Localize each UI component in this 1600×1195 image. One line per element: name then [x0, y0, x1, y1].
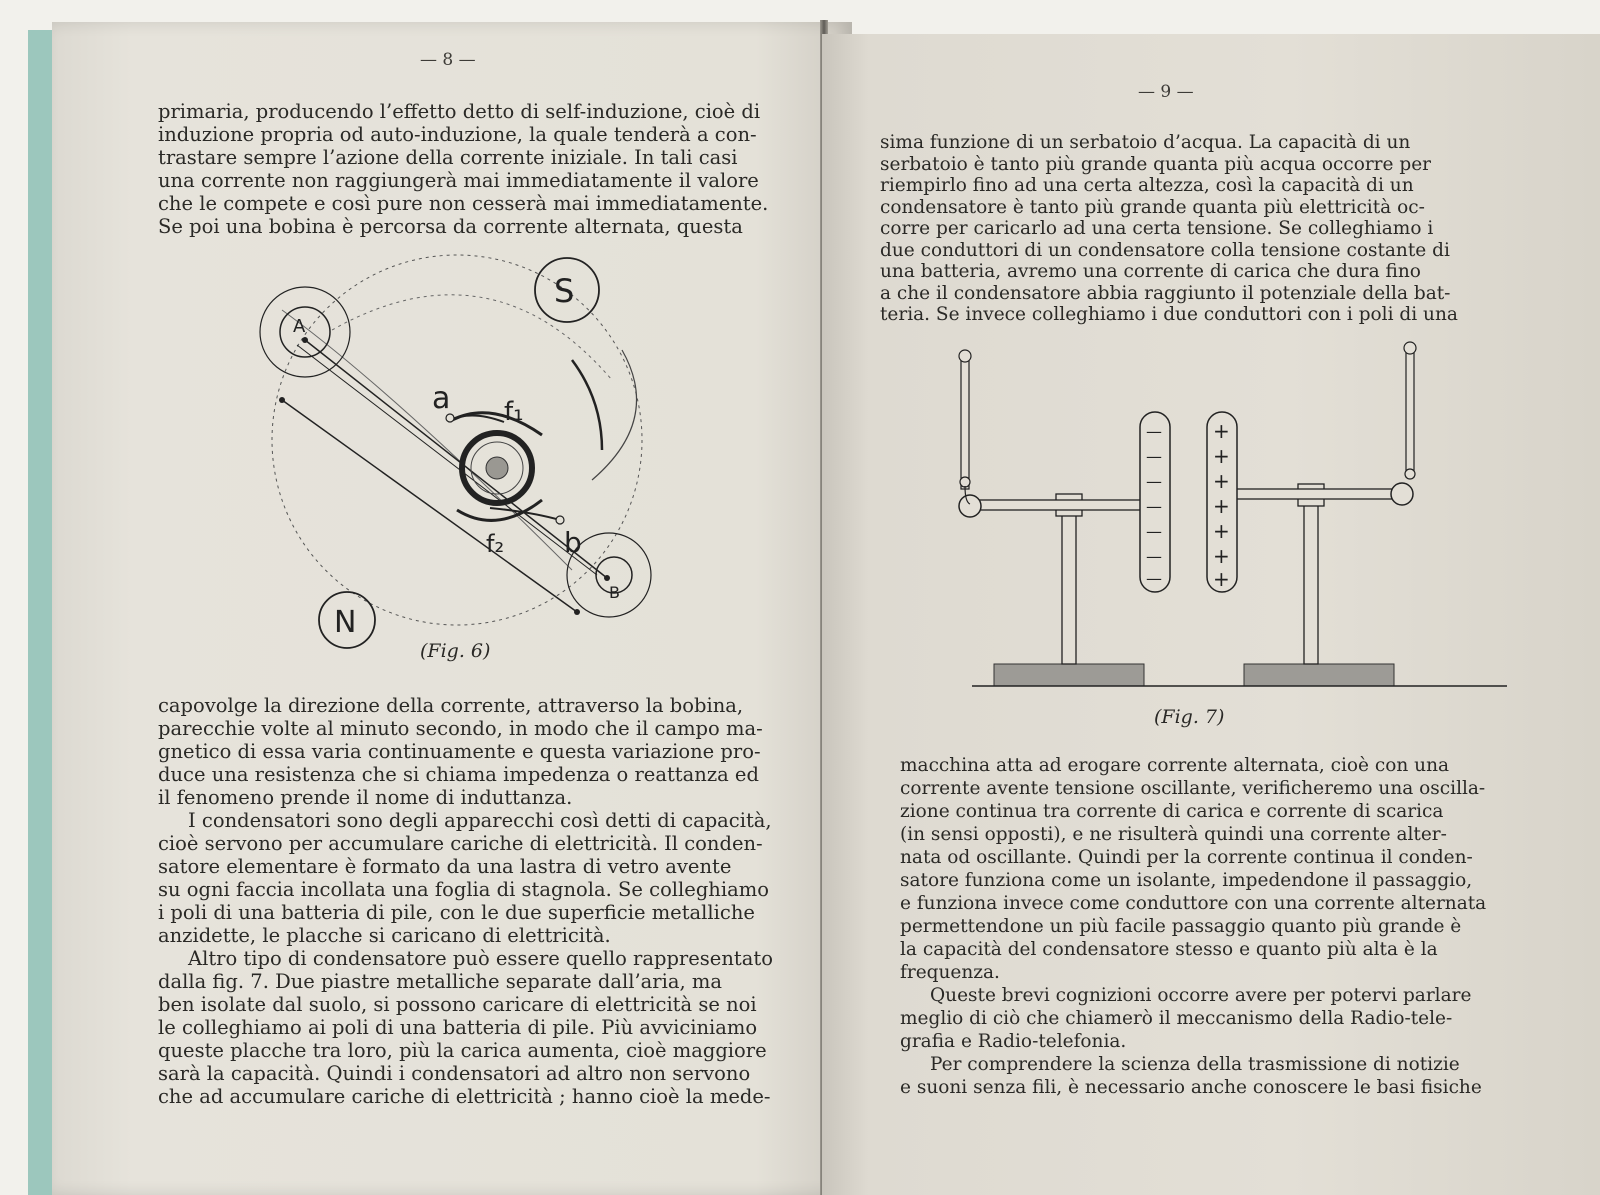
- text-line: sarà la capacità. Quindi i condensatori ad altro non servono: [158, 1062, 751, 1085]
- text-line: frequenza.: [900, 962, 1000, 983]
- text-line: che ad accumulare cariche di elettricità ; hanno cioè la mede-: [158, 1085, 771, 1108]
- text-line: corre per caricarlo ad una certa tensione. Se colleghiamo i: [880, 218, 1434, 239]
- text-line: il fenomeno prende il nome di induttanza.: [158, 786, 573, 809]
- text-line: duce una resistenza che si chiama impedenza o reattanza ed: [158, 763, 759, 786]
- text-line: su ogni faccia incollata una foglia di stagnola. Se colleghiamo: [158, 878, 769, 901]
- text-line: riempirlo fino ad una certa altezza, così la capacità di un: [880, 175, 1414, 196]
- text-line: gnetico di essa varia continuamente e questa variazione pro-: [158, 740, 761, 763]
- plus-sign: +: [1213, 519, 1230, 543]
- plus-sign: +: [1213, 494, 1230, 518]
- minus-sign: —: [1146, 497, 1162, 516]
- text-line: parecchie volte al minuto secondo, in modo che il campo ma-: [158, 717, 763, 740]
- figure-7-caption: (Fig. 7): [1154, 706, 1225, 728]
- figure-7-diagram: [952, 334, 1512, 694]
- text-line: una corrente non raggiungerà mai immediatamente il valore: [158, 169, 759, 192]
- text-line: a che il condensatore abbia raggiunto il potenziale della bat-: [880, 282, 1451, 304]
- fig6-label-N: N: [334, 605, 357, 640]
- page-number-right: — 9 —: [1138, 82, 1194, 102]
- text-line: Se poi una bobina è percorsa da corrente alternata, questa: [158, 215, 743, 238]
- minus-sign: —: [1146, 547, 1162, 566]
- text-line: satore elementare è formato da una lastra di vetro avente: [158, 855, 732, 878]
- text-line: la capacità del condensatore stesso e quanto più alta è la: [900, 939, 1438, 960]
- plus-sign: +: [1213, 419, 1230, 443]
- right-bottom-paragraphs: [900, 754, 1520, 1099]
- fig6-label-B: B: [609, 583, 620, 602]
- page-number-left: — 8 —: [420, 50, 476, 70]
- left-page: [52, 22, 852, 1195]
- text-line: sima funzione di un serbatoio d’acqua. La capacità di un: [880, 132, 1411, 153]
- text-line: serbatoio è tanto più grande quanta più acqua occorre per: [880, 153, 1431, 175]
- text-line: zione continua tra corrente di carica e corrente di scarica: [900, 801, 1444, 822]
- text-line: satore funziona come un isolante, impedendone il passaggio,: [900, 870, 1473, 891]
- text-line: macchina atta ad erogare corrente alternata, cioè con una: [900, 755, 1450, 776]
- text-line: i poli di una batteria di pile, con le due superficie metalliche: [158, 901, 755, 924]
- text-line: e funziona invece come conduttore con una corrente alternata: [900, 893, 1487, 914]
- text-line: queste placche tra loro, più la carica aumenta, cioè maggiore: [158, 1039, 767, 1062]
- text-line: teria. Se invece colleghiamo i due conduttori con i poli di una: [880, 304, 1458, 325]
- right-top-paragraph: [880, 132, 1506, 326]
- text-line: anzidette, le placche si caricano di elettricità.: [158, 924, 611, 947]
- text-line: primaria, producendo l’effetto detto di self-induzione, cioè di: [158, 100, 761, 123]
- text-line: ben isolate dal suolo, si possono caricare di elettricità se noi: [158, 993, 757, 1016]
- minus-sign: —: [1146, 569, 1162, 588]
- text-line: induzione propria od auto-induzione, la quale tenderà a con-: [158, 123, 757, 146]
- text-line: condensatore è tanto più grande quanta più elettricità oc-: [880, 196, 1425, 218]
- text-line: le colleghiamo ai poli di una batteria di pile. Più avviciniamo: [158, 1016, 758, 1039]
- minus-sign: —: [1146, 472, 1162, 491]
- text-line: permettendone un più facile passaggio quanto più grande è: [900, 916, 1462, 937]
- text-line: Altro tipo di condensatore può essere quello rappresentato: [188, 947, 773, 970]
- text-line: trastare sempre l’azione della corrente iniziale. In tali casi: [158, 146, 738, 169]
- figure-6-diagram: [242, 250, 662, 650]
- figure-6-caption: (Fig. 6): [420, 640, 491, 662]
- fig6-label-f2: f₂: [486, 530, 505, 558]
- text-line: Queste brevi cognizioni occorre avere per potervi parlare: [930, 985, 1472, 1006]
- minus-sign: —: [1146, 522, 1162, 541]
- minus-sign: —: [1146, 447, 1162, 466]
- text-line: due conduttori di un condensatore colla tensione costante di: [880, 239, 1450, 261]
- fig6-label-a: a: [432, 381, 451, 416]
- fig6-label-S: S: [554, 272, 575, 310]
- text-line: corrente avente tensione oscillante, verificheremo una oscilla-: [900, 778, 1486, 799]
- plus-sign: +: [1213, 469, 1230, 493]
- text-line: nata od oscillante. Quindi per la corrente continua il conden-: [900, 847, 1473, 868]
- plus-sign: +: [1213, 567, 1230, 591]
- fig6-label-b: b: [564, 526, 582, 559]
- text-line: meglio di ciò che chiamerò il meccanismo della Radio-tele-: [900, 1008, 1453, 1029]
- text-line: e suoni senza fili, è necessario anche conoscere le basi fisiche: [900, 1077, 1482, 1098]
- text-line: (in sensi opposti), e ne risulterà quindi una corrente alter-: [900, 824, 1447, 845]
- text-line: cioè servono per accumulare cariche di elettricità. Il conden-: [158, 832, 763, 855]
- text-line: Per comprendere la scienza della trasmissione di notizie: [930, 1054, 1460, 1075]
- fig6-label-f1: f₁: [504, 397, 524, 427]
- text-line: una batteria, avremo una corrente di carica che dura fino: [880, 261, 1421, 282]
- text-line: grafia e Radio-telefonia.: [900, 1031, 1127, 1052]
- fig6-label-A: A: [293, 316, 306, 337]
- left-bottom-paragraphs: [158, 694, 773, 1108]
- left-top-paragraph: [158, 100, 769, 238]
- text-line: dalla fig. 7. Due piastre metalliche separate dall’aria, ma: [158, 970, 722, 993]
- text-line: I condensatori sono degli apparecchi così detti di capacità,: [188, 809, 772, 832]
- text-line: che le compete e così pure non cesserà mai immediatamente.: [158, 192, 769, 215]
- right-page: [822, 34, 1600, 1195]
- minus-sign: —: [1146, 422, 1162, 441]
- plus-sign: +: [1213, 444, 1230, 468]
- plus-sign: +: [1213, 544, 1230, 568]
- text-line: capovolge la direzione della corrente, attraverso la bobina,: [158, 694, 744, 717]
